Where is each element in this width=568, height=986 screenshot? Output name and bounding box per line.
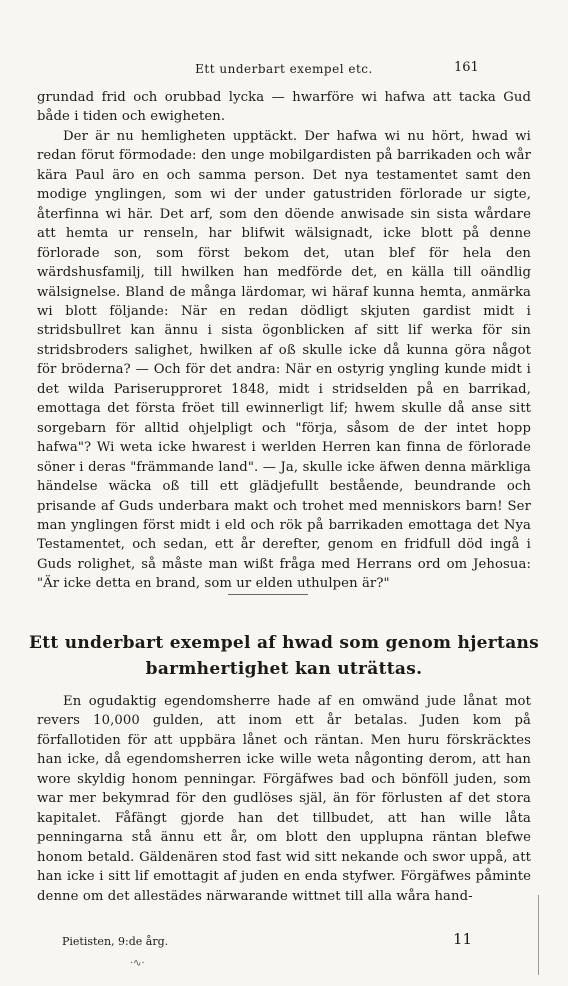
section-1-body	[37, 88, 531, 594]
running-title: Ett underbart exempel etc.	[195, 62, 373, 76]
paragraph-continuation: grundad frid och orubbad lycka — hwarföre wi hafwa att tacka Gud både i tiden och ewigheten.	[37, 90, 531, 125]
footer-signature: Pietisten, 9:de årg.	[62, 935, 169, 948]
page-edge-mark	[538, 895, 539, 975]
footer-sheet-number: 11	[453, 930, 473, 948]
paragraph: En ogudaktig egendomsherre hade af en omwänd jude lånat mot revers 10,000 gulden, att inom ett år betalas. Juden kom på förfallotiden för att uppbära lånet och räntan. Men huru förskräcktes han icke, då egendomsherren icke wille weta någonting derom, att han wore skyldig honom penningar. Förgäfwes bad och bönföll juden, som war mer bekymrad för den gudlöses själ, än för förlusten af det stora kapitalet. Fåfängt gjorde han det tillbudet, att han wille låta penningarna stå ännu ett år, om blott den upplupna räntan blefwe honom betald. Gäldenären stod fast wid sitt nekande och swor uppå, att han icke i sitt lif emottagit af juden en enda styfwer. Förgäfwes påminte denne om det allestädes närwarande wittnet till alla wåra hand-	[37, 694, 531, 904]
section-heading: Ett underbart exempel af hwad som genom hjertans barmhertighet kan uträttas.	[28, 633, 540, 679]
section-2-body	[37, 692, 531, 906]
section-divider	[228, 594, 308, 595]
printer-mark: ·∿·	[130, 958, 145, 969]
paragraph: Der är nu hemligheten upptäckt. Der hafwa wi nu hört, hwad wi redan förut förmodade: den unge mobilgardisten på barrikaden och wår kära Paul äro en och samma person. Det nya testamentet samt den modige ynglingen, som wi der under gatustriden förlorade ur sigte, återfinna wi här. Det arf, som den döende anwisade sin sista wårdare att hemta ur renseln, har blifwit wälsignadt, icke blott på denne förlorade son, som först bekom det, utan blef för hela den wärdshusfamilj, till hwilken han medförde det, en källa till oändlig wälsignelse. Bland de många lärdomar, wi häraf kunna hemta, anmärka wi blott följande: När en redan dödligt skjuten gardist midt i stridsbullret kan ännu i sista ögonblicken af sitt lif werka för sin stridsbroders salighet, hwilken af oß skulle icke då kunna göra något för bröderna? — Och för det andra: När en ostyrig yngling kunde midt i det wilda Pariserupproret 1848, midt i stridselden på en barrikad, emottaga det första fröet till ewinnerligt lif; hwem skulle då anse sitt sorgebarn för alltid ohjelpligt och "förja, såsom de der intet hopp hafwa"? Wi weta icke hwarest i werlden Herren kan finna de förlorade söner i deras "främmande land". — Ja, skulle icke äfwen denna märkliga händelse wäcka oß till ett glädjefullt bestående, beundrande och prisande af Guds underbara makt och trohet med menniskors barn! Ser man ynglingen först midt i eld och rök på barrikaden emottaga det Nya Testamentet, och sedan, ett år derefter, genom en fridfull död ingå i Guds rolighet, så måste man wißt fråga med Herrans ord om Jehosua: "Är icke detta en brand, som ur elden uthulpen är?"	[37, 128, 531, 592]
page-number: 161	[454, 60, 479, 75]
